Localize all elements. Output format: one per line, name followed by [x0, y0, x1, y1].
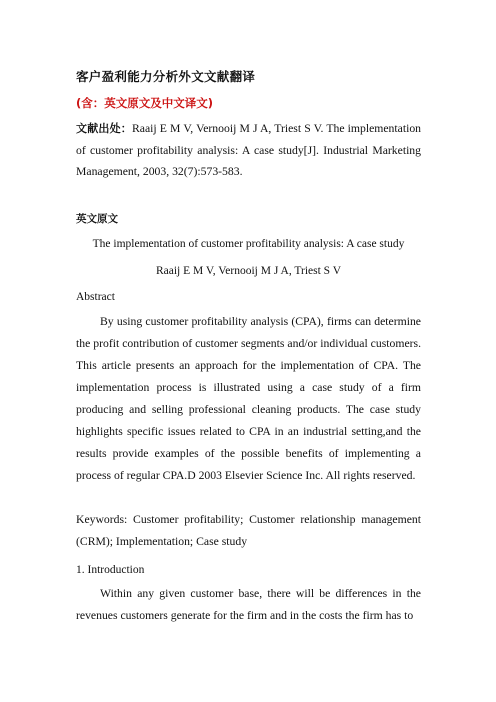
section1-body: Within any given customer base, there will be differences in the revenues customers generate for the firm and in the costs the firm has to: [76, 587, 421, 622]
section1-heading: 1. Introduction: [76, 564, 145, 576]
article-title: The implementation of customer profitability analysis: A case study: [92, 238, 405, 250]
document-title: 客户盈利能力分析外文文献翻译: [76, 69, 256, 84]
source-text: Raaij E M V, Vernooij M J A, Triest S V. The implementation of customer profitability analysis: A case study[J]. Industrial Marketing Management, 2003, 32(7):573-583.: [76, 122, 422, 178]
abstract-body: By using customer profitability analysis (CPA), firms can determine the profit contribution of customer segments and/or individual customers. This article presents an approach for the implementation of CPA. The implementation process is illustrated using a case study of a firm producing and selling professional cleaning products. The case study highlights specific issues related to CPA in an industrial setting,and the results provide examples of the possible benefits of implementing a process of regular CPA.D 2003 Elsevier Science Inc. All rights reserved.: [76, 315, 421, 482]
source-citation: [76, 118, 421, 183]
abstract-heading: Abstract: [76, 291, 115, 303]
keywords-line: Keywords: Customer profitability; Customer relationship management (CRM); Implementation; Case study: [76, 513, 421, 548]
section-heading-english: 英文原文: [76, 213, 118, 225]
document-subtitle: (含：英文原文及中文译文): [76, 96, 214, 110]
source-label: 文献出处：: [76, 122, 132, 135]
article-authors: Raaij E M V, Vernooij M J A, Triest S V: [155, 265, 342, 277]
